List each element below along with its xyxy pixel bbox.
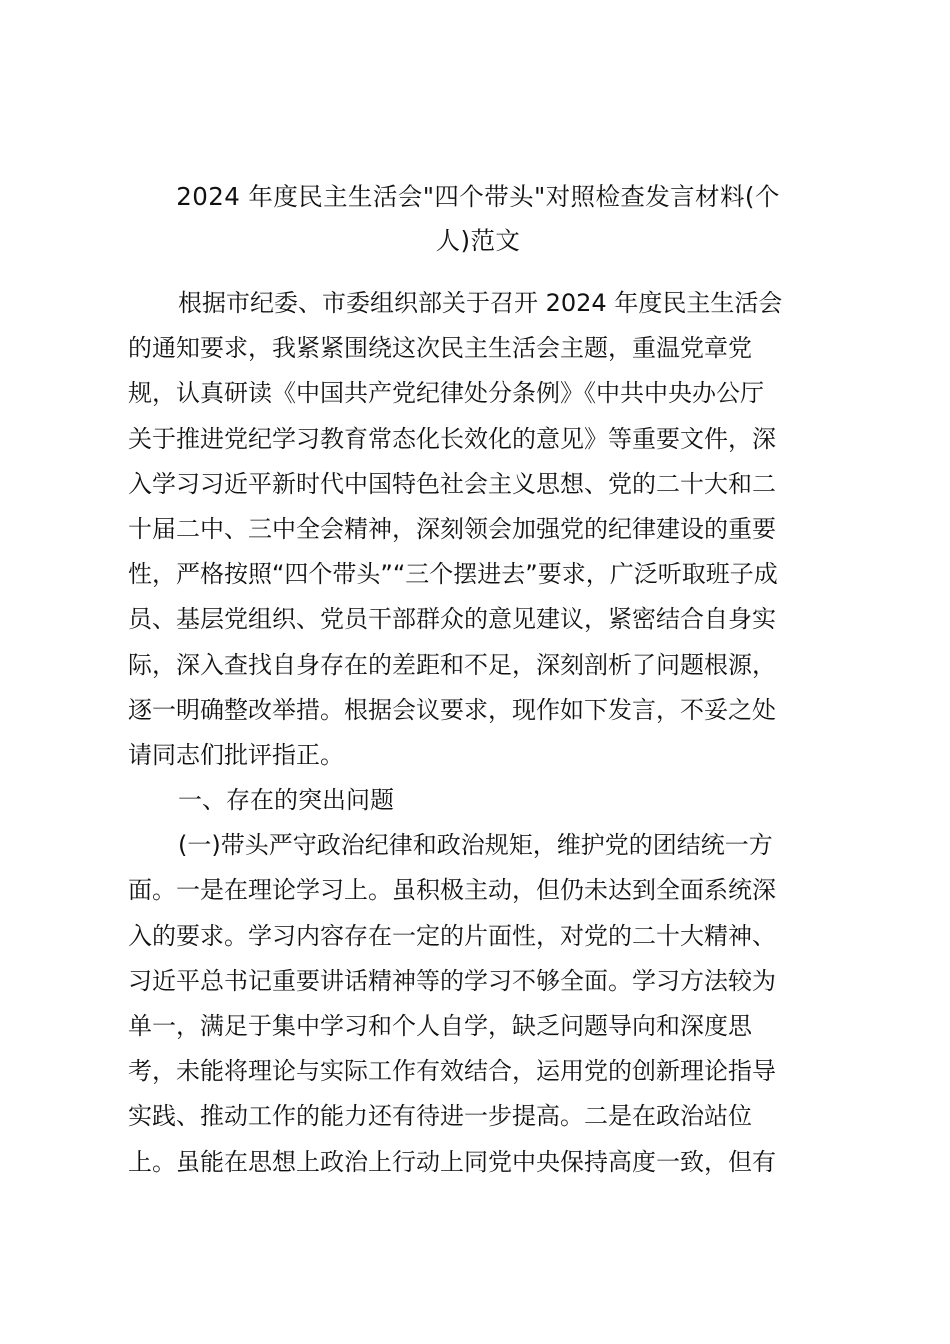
paragraph-line: 际，深入查找自身存在的差距和不足，深刻剖析了问题根源， <box>128 650 776 679</box>
paragraph-line: 单一，满足于集中学习和个人自学，缺乏问题导向和深度思 <box>128 1012 752 1040</box>
paragraph-line: 入学习习近平新时代中国特色社会主义思想、党的二十大和二 <box>128 469 776 498</box>
paragraph-line: 十届二中、三中全会精神，深刻领会加强党的纪律建设的重要 <box>128 514 776 543</box>
paragraph-line: 上。虽能在思想上政治上行动上同党中央保持高度一致，但有 <box>128 1147 776 1176</box>
paragraph-line: 面。一是在理论学习上。虽积极主动，但仍未达到全面系统深 <box>128 876 776 905</box>
paragraph-line: 入的要求。学习内容存在一定的片面性，对党的二十大精神、 <box>128 921 776 950</box>
document-body <box>128 281 828 1185</box>
paragraph-line: 根据市纪委、市委组织部关于召开 2024 年度民主生活会 <box>178 289 783 317</box>
paragraph-line: (一)带头严守政治纪律和政治规矩，维护党的团结统一方 <box>178 831 773 860</box>
paragraph-line: 关于推进党纪学习教育常态化长效化的意见》等重要文件，深 <box>128 424 776 453</box>
paragraph-line: 的通知要求，我紧紧围绕这次民主生活会主题，重温党章党 <box>128 334 752 363</box>
section-heading: 一、存在的突出问题 <box>178 786 394 815</box>
title-line-2: 人)范文 <box>435 226 521 255</box>
paragraph-line: 逐一明确整改举措。根据会议要求，现作如下发言，不妥之处 <box>128 695 776 724</box>
title-line-1: 2024 年度民主生活会"四个带头"对照检查发言材料(个 <box>176 182 780 211</box>
document-title <box>128 175 828 263</box>
paragraph-line: 请同志们批评指正。 <box>128 740 344 769</box>
paragraph-line: 性，严格按照“四个带头”“三个摆进去”要求，广泛听取班子成 <box>128 560 778 589</box>
paragraph-line: 考，未能将理论与实际工作有效结合，运用党的创新理论指导 <box>128 1057 776 1086</box>
paragraph-line: 实践、推动工作的能力还有待进一步提高。二是在政治站位 <box>128 1102 752 1131</box>
paragraph-line: 员、基层党组织、党员干部群众的意见建议，紧密结合自身实 <box>128 605 776 634</box>
paragraph-line: 规，认真研读《中国共产党纪律处分条例》《中共中央办公厅 <box>128 379 764 408</box>
paragraph-line: 习近平总书记重要讲话精神等的学习不够全面。学习方法较为 <box>128 966 776 995</box>
